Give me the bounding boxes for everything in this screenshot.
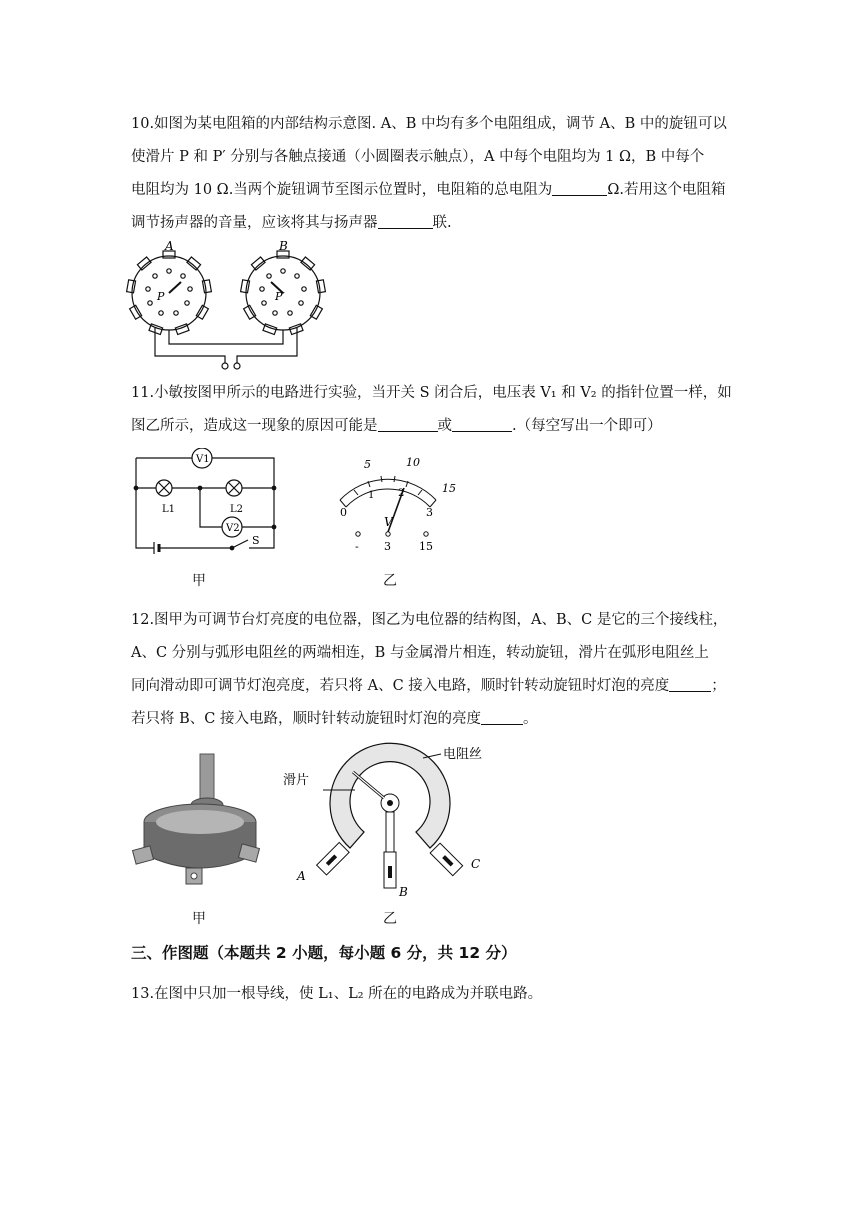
- meter-scale-3: 3: [426, 506, 433, 519]
- switch-s-label: S: [252, 534, 260, 547]
- q11-blank-1[interactable]: [378, 417, 438, 432]
- q10-line-3: 电阻均为 10 Ω.当两个旋钮调节至图示位置时，电阻箱的总电阻为 Ω.若用这个电阻箱: [131, 182, 726, 198]
- resistance-wire-label: 电阻丝: [443, 747, 483, 762]
- q12-line-4: 若只将 B、C 接入电路，顺时针转动旋钮时灯泡的亮度 。: [131, 711, 538, 727]
- terminal-b-label: B: [399, 885, 408, 899]
- photo-caption: 甲: [192, 911, 206, 927]
- circuit-diagram-jia: [128, 448, 293, 563]
- terminal-3: 3: [384, 540, 391, 553]
- q13-text: 13.在图中只加一根导线，使 L₁、L₂ 所在的电路成为并联电路。: [131, 986, 543, 1002]
- potentiometer-diagram: [283, 740, 503, 900]
- q10-line-1: 10.如图为某电阻箱的内部结构示意图. A、B 中均有多个电阻组成，调节 A、B 中的旋钮可以: [131, 116, 727, 132]
- diagram-caption: 乙: [383, 911, 397, 927]
- lamp-l1-label: L1: [162, 504, 176, 515]
- q12-line-3: 同向滑动即可调节灯泡亮度，若只将 A、C 接入电路，顺时针转动旋钮时灯泡的亮度 ；: [131, 678, 726, 694]
- q11-blank-2[interactable]: [452, 417, 512, 432]
- meter-scale-15: 15: [442, 482, 456, 495]
- lamp-l2-label: L2: [230, 504, 244, 515]
- terminal-minus: -: [355, 540, 359, 553]
- terminal-a-label: A: [297, 869, 306, 883]
- q11-line-1: 11.小敏按图甲所示的电路进行实验，当开关 S 闭合后，电压表 V₁ 和 V₂ 的指针位置一样，如: [131, 385, 732, 401]
- q10-line-2: 使滑片 P 和 P′ 分别与各触点接通（小圆圈表示触点），A 中每个电阻均为 1 Ω，B 中每个: [131, 149, 705, 165]
- meter-scale-0: 0: [340, 506, 347, 519]
- meter-scale-1: 1: [368, 490, 375, 501]
- question-10: [131, 108, 731, 240]
- slider-p2-label: P′: [275, 290, 285, 303]
- slider-p-label: P: [157, 290, 165, 303]
- q12-blank-1[interactable]: [669, 677, 711, 692]
- section-3-heading: 三、作图题（本题共 2 小题，每小题 6 分，共 12 分）: [131, 944, 517, 962]
- meter-scale-2: 2: [398, 488, 405, 499]
- question-11: [131, 377, 731, 443]
- meter-unit-v: V: [384, 515, 393, 529]
- q11-line-2: 图乙所示，造成这一现象的原因可能是 或 .（每空写出一个即可）: [131, 418, 662, 434]
- q12-line-1: 12.图甲为可调节台灯亮度的电位器，图乙为电位器的结构图，A、B、C 是它的三个接线柱，: [131, 612, 728, 628]
- question-13: [131, 978, 731, 1011]
- q12-line-2: A、C 分别与弧形电阻丝的两端相连，B 与金属滑片相连，转动旋钮，滑片在弧形电阻丝上: [131, 645, 709, 661]
- terminal-15: 15: [419, 540, 433, 553]
- slider-label: 滑片: [283, 773, 310, 788]
- q10-blank-1[interactable]: [552, 181, 607, 196]
- potentiometer-photo: [128, 750, 263, 890]
- voltmeter-v2-label: V2: [226, 523, 240, 534]
- resistance-box-figure: [125, 238, 335, 374]
- voltmeter-figure: [318, 452, 468, 562]
- q12-blank-2[interactable]: [481, 710, 523, 725]
- meter-scale-5: 5: [364, 458, 371, 471]
- dial-b-label: B: [279, 239, 288, 253]
- q10-blank-2[interactable]: [378, 214, 433, 229]
- q10-line-4: 调节扬声器的音量，应该将其与扬声器 联.: [131, 215, 452, 231]
- dial-a-label: A: [165, 239, 174, 253]
- terminal-c-label: C: [471, 857, 481, 871]
- voltmeter-v1-label: V1: [196, 454, 210, 465]
- circuit-caption: 甲: [192, 573, 206, 589]
- question-12: [131, 604, 731, 736]
- meter-caption: 乙: [383, 573, 397, 589]
- meter-scale-10: 10: [406, 456, 420, 469]
